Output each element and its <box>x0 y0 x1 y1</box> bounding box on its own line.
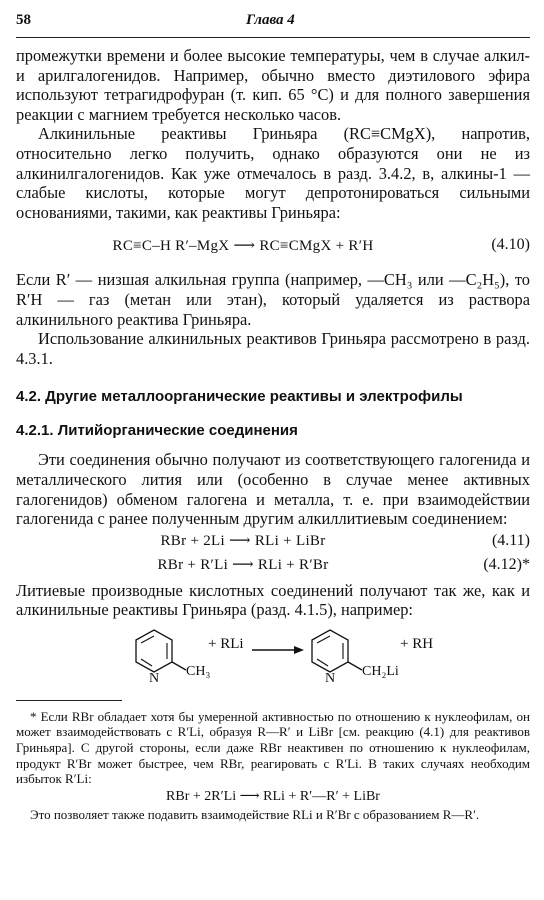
reaction-arrow-head <box>294 646 304 654</box>
paragraph-5: Эти соединения обычно получают из соответствующего галогенида и металлического лития или (особенно в случае менее активных галогенидов) обменом галогена и металла, т. е. при взаимодействии галогенида с ранее полученным другим алкиллитиевым соединением: <box>16 450 530 529</box>
footnote-text-1: * Если RBr обладает хотя бы умеренной активностью по отношению к нуклеофилам, он может взаимодействовать с R′Li, образуя R—R′ и LiBr [см. реакцию (4.1) для реактивов Гриньяра]. С другой стороны, если даже RBr неактивен по отношению к нуклеофилам, продукт R′Br может быстрее, чем RBr, реагировать с R′Li. В таких случаях необходим избыток R′Li: <box>16 708 530 787</box>
paragraph-3: Если R′ — низшая алкильная группа (например, —CH₃ или —C₂H₅), то R′H — газ (метан или этан), который удаляется из раствора алкинильного реактива Гриньяра. <box>16 270 530 329</box>
paragraph-2: Алкинильные реактивы Гриньяра (RC≡CMgX), напротив, относительно легко получить, однако образуются они не из алкинилгалогенидов. Как уже отмечалось в разд. 3.4.2, в, алкины-1 — слабые кислоты, которые могут депротонироваться сильными основаниями, такими, как реактивы Гриньяра: <box>16 124 530 222</box>
reagent-rli: + RLi <box>208 635 244 652</box>
section-heading-4-2-1: 4.2.1. Литийорганические соединения <box>16 422 298 440</box>
methyl-group: CH₃ <box>186 663 211 679</box>
equation-4-10-formula: RC≡C–H R′–MgX ⟶ RC≡CMgX + R′H <box>112 237 374 254</box>
equation-4-11 <box>16 529 530 553</box>
section-heading-4-2: 4.2. Другие металлоорганические реактивы и электрофилы <box>16 388 463 406</box>
ring-left-inner-bond-3 <box>141 659 152 666</box>
pyridine-reaction-scheme <box>16 626 530 690</box>
equation-4-11-label: (4.11) <box>491 531 530 549</box>
pyridine-n-right: N <box>325 670 336 686</box>
methyl-bond <box>172 662 186 670</box>
equation-4-12 <box>16 553 530 577</box>
footnote-divider <box>16 700 122 701</box>
ring-right-inner-bond-3 <box>317 659 328 666</box>
paragraph-4: Использование алкинильных реактивов Гриньяра рассмотрено в разд. 4.3.1. <box>16 329 530 368</box>
chapter-title: Глава 4 <box>246 12 295 28</box>
page-number: 58 <box>16 12 31 28</box>
equation-4-10 <box>16 230 530 260</box>
equation-4-11-formula: RBr + 2Li ⟶ RLi + LiBr <box>160 533 326 550</box>
equation-4-12-formula: RBr + R′Li ⟶ RLi + R′Br <box>157 557 329 574</box>
footnote-text-2: Это позволяет также подавить взаимодействие RLi и R′Br с образованием R—R′. <box>30 806 480 822</box>
paragraph-1: промежутки времени и более высокие температуры, чем в случае алкил- и арилгалогенидов. Например, обычно вместо диэтилового эфира используют тетрагидрофуран (т. кип. 65 °C) и для полного завершения реакции с магнием требуется несколько часов. <box>16 46 530 124</box>
footnote-equation: RBr + 2R′Li ⟶ RLi + R′—R′ + LiBr <box>166 788 380 804</box>
pyridine-n-left: N <box>149 670 160 686</box>
book-page <box>16 12 530 822</box>
ch2li-bond <box>348 662 362 670</box>
equation-4-10-label: (4.10) <box>491 236 530 254</box>
page-header <box>16 12 530 38</box>
pyridine-scheme-drawing <box>16 626 530 690</box>
paragraph-6: Литиевые производные кислотных соединений получают так же, как и алкинильные реактивы Гриньяра (разд. 4.1.5), например: <box>16 580 530 620</box>
ring-left-inner-bond-1 <box>141 636 154 643</box>
ch2li-group: CH₂Li <box>362 663 399 679</box>
ring-right-inner-bond-1 <box>317 636 330 643</box>
equation-4-12-label: (4.12)* <box>483 555 530 573</box>
byproduct-rh: + RH <box>400 635 434 652</box>
